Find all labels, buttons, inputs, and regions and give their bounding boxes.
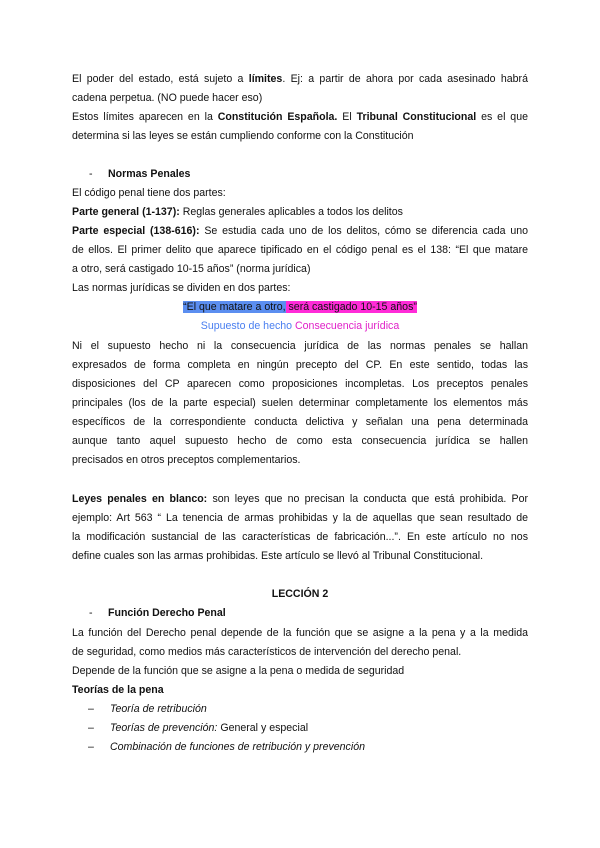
supuesto-highlight: “El que matare a otro, [183, 301, 286, 313]
teorias-heading: Teorías de la pena [72, 684, 164, 696]
list-dash: – [88, 703, 94, 715]
parte-especial-line: Parte especial (138-616): Se estudia cada uno de los delitos, cómo se diferencia cada uno [72, 225, 528, 237]
teoria-retribucion: Teoría de retribución [110, 703, 207, 715]
para-line-last: precisados en otros preceptos complementarios. [72, 454, 301, 466]
leccion-title: LECCIÓN 2 [271, 588, 329, 600]
bullet-dash: - [89, 607, 93, 619]
normas-line-1: El código penal tiene dos partes: [72, 187, 226, 199]
para-line: expresados de forma completa en ningún precepto del CP. En este sentido, todas las [72, 359, 528, 371]
intro-line-4: determina si las leyes se están cumpliendo conforme con la Constitución [72, 130, 414, 142]
intro-line-3: Estos límites aparecen en la Constitución Española. El Tribunal Constitucional es el que [72, 111, 528, 123]
supuesto-label: Supuesto de hecho [200, 320, 293, 332]
para-line: principales (los de la parte especial) suelen determinar completamente los elementos más [72, 397, 528, 409]
list-dash: – [88, 741, 94, 753]
parts-label-line [72, 320, 528, 333]
bullet-dash: - [89, 168, 93, 180]
teoria-prevencion: Teorías de prevención: General y especial [110, 722, 309, 734]
blanco-line-3: la modificación sustancial de las características de fabricación...”. En este artículo no nos [72, 531, 528, 543]
leccion-line-2: de seguridad, como medios más característicos de intervención del derecho penal. [72, 646, 462, 658]
leccion-line-3: Depende de la función que se asigne a la pena o medida de seguridad [72, 665, 405, 677]
consecuencia-highlight: será castigado 10-15 años” [285, 301, 417, 313]
quote-highlight-line [72, 301, 528, 314]
teoria-combinacion: Combinación de funciones de retribución y prevención [110, 741, 365, 753]
intro-line-1: El poder del estado, está sujeto a límites. Ej: a partir de ahora por cada asesinado habrá [72, 73, 528, 85]
normas-penales-heading: Normas Penales [108, 168, 191, 180]
list-dash: – [88, 722, 94, 734]
blanco-line-1: Leyes penales en blanco: son leyes que no precisan la conducta que está prohibida. Por [72, 493, 528, 505]
normas-line-5: a otro, será castigado 10-15 años” (norma jurídica) [72, 263, 311, 275]
para-line: Ni el supuesto hecho ni la consecuencia jurídica de las normas penales se hallan [72, 340, 528, 352]
blanco-line-2: ejemplo: Art 563 “ La tenencia de armas prohibidas y la de aquellas que sean resultado de [72, 512, 528, 524]
intro-line-2: cadena perpetua. (NO puede hacer eso) [72, 92, 263, 104]
para-line: específicos de la correspondiente conducta delictiva y señalan una pena determinada [72, 416, 528, 428]
normas-line-4: de ellos. El primer delito que aparece tipificado en el código penal es el 138: “El que matare [72, 244, 528, 256]
blanco-line-4: define cuales son las armas prohibidas. Este artículo se llevó al Tribunal Constitucional. [72, 550, 484, 562]
funcion-heading: Función Derecho Penal [108, 607, 226, 619]
normas-line-6: Las normas jurídicas se dividen en dos partes: [72, 282, 291, 294]
parte-general-line: Parte general (1-137): Reglas generales aplicables a todos los delitos [72, 206, 403, 218]
consecuencia-label: Consecuencia jurídica [292, 320, 400, 332]
para-line: disposiciones del CP aparecen como proposiciones incompletas. Los preceptos penales [72, 378, 528, 390]
para-line: aunque tanto aquel supuesto hecho de como esta consecuencia jurídica se hallen [72, 435, 528, 447]
leccion-line-1: La función del Derecho penal depende de la función que se asigne a la pena y a la medida [72, 627, 528, 639]
